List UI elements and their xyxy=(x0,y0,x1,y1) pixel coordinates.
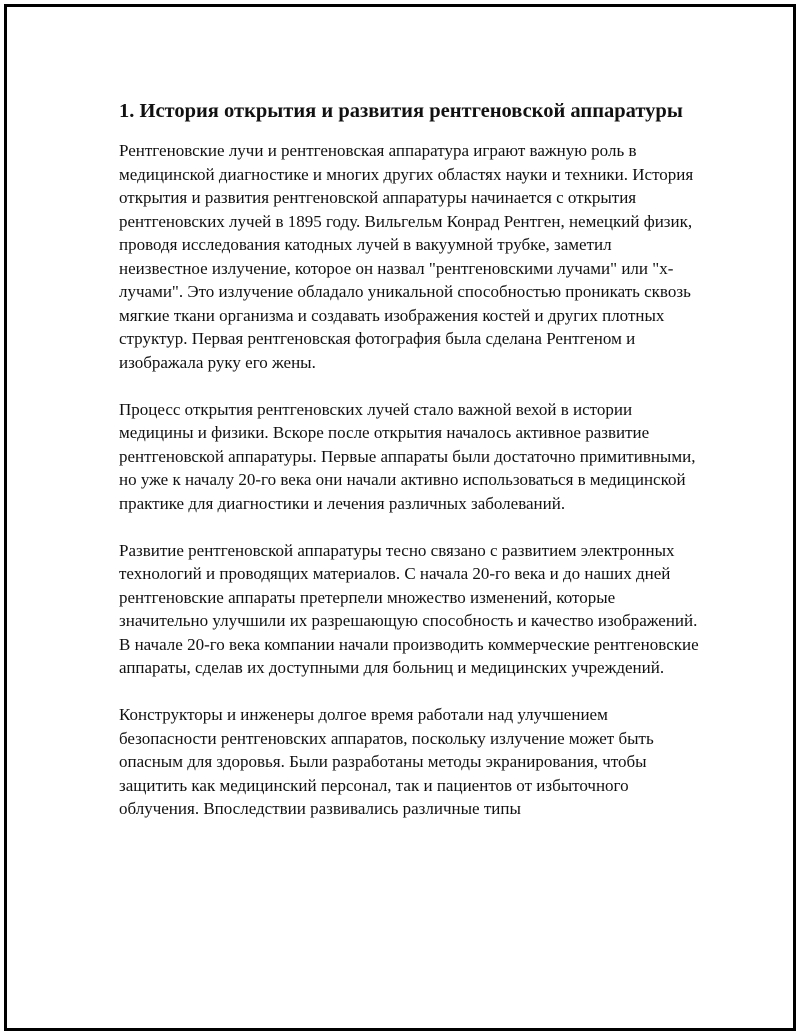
paragraph-4: Конструкторы и инженеры долгое время работали над улучшением безопасности рентгеновских аппаратов, поскольку излучение может быть опасным для здоровья. Были разработаны методы экранирования, чтобы защитить как медицинский персонал, так и пациентов от избыточного облучения. Впоследствии развивались различные типы xyxy=(119,705,654,818)
paragraph-3: Развитие рентгеновской аппаратуры тесно связано с развитием электронных технологий и проводящих материалов. С начала 20-го века и до наших дней рентгеновские аппараты претерпели множество изменений, которые значительно улучшили их разрешающую способность и качество изображений. В начале 20-го века компании начали производить коммерческие рентгеновские аппараты, сделав их доступными для больниц и медицинских учреждений. xyxy=(119,540,699,677)
document-body xyxy=(119,97,701,844)
paragraph-2: Процесс открытия рентгеновских лучей стало важной вехой в истории медицины и физики. Вскоре после открытия началось активное развитие рентгеновской аппаратуры. Первые аппараты были достаточно примитивными, но уже к началу 20-го века они начали активно использоваться в медицинской практике для диагностики и лечения различных заболеваний. xyxy=(119,399,696,513)
section-heading: 1. История открытия и развития рентгеновской аппаратуры xyxy=(119,100,683,122)
page-frame xyxy=(4,4,796,1031)
paragraph-1: Рентгеновские лучи и рентгеновская аппаратура играют важную роль в медицинской диагностике и многих других областях науки и техники. История открытия и развития рентгеновской аппаратуры начинается с открытия рентгеновских лучей в 1895 году. Вильгельм Конрад Рентген, немецкий физик, проводя исследования катодных лучей в вакуумной трубке, заметил неизвестное излучение, которое он назвал "рентгеновскими лучами" или "х-лучами". Это излучение обладало уникальной способностью проникать сквозь мягкие ткани организма и создавать изображения костей и других плотных структур. Первая рентгеновская фотография была сделана Рентгеном и изображала руку его жены. xyxy=(119,141,694,372)
